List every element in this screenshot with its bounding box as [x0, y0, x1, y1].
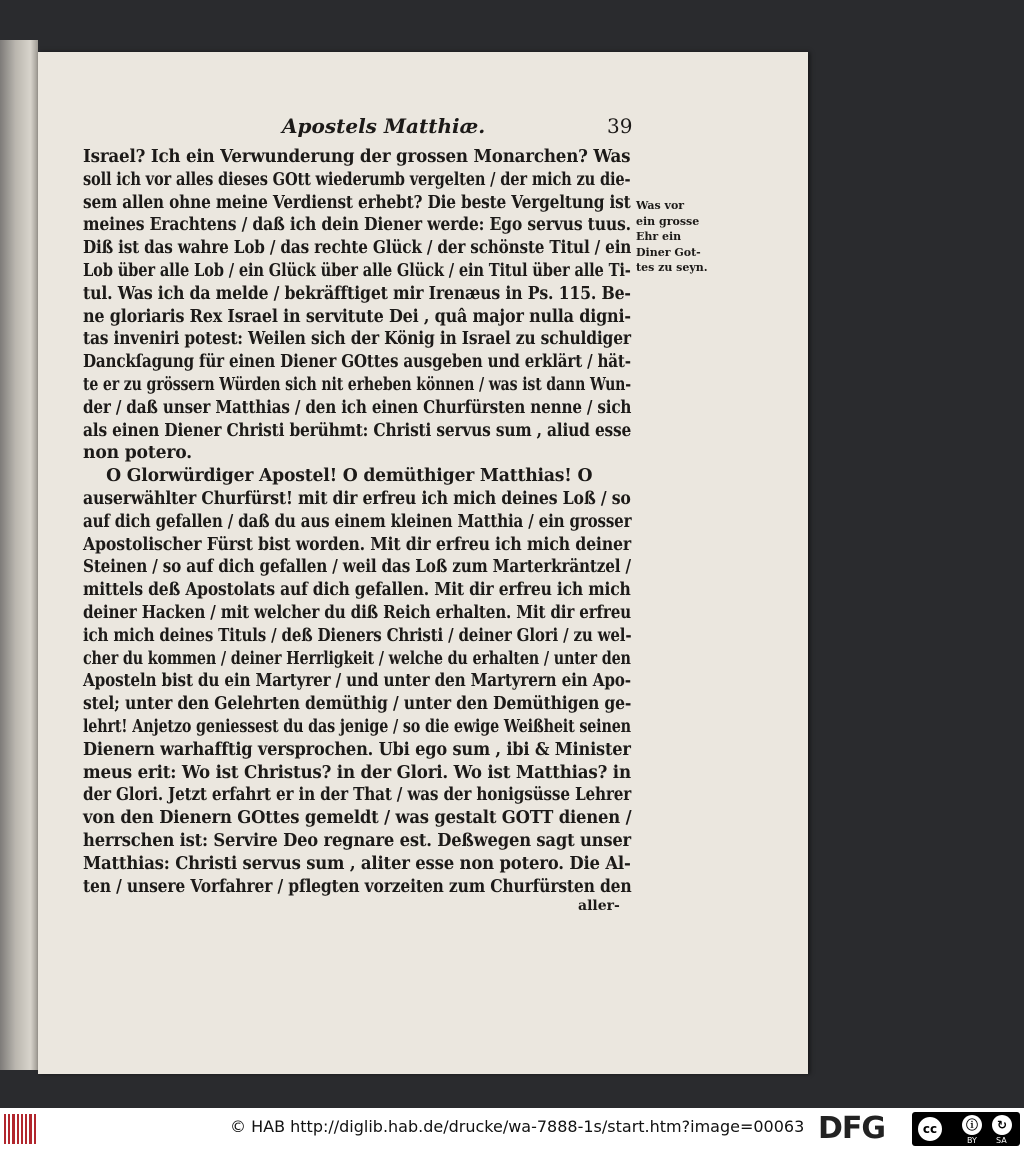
text-line: Lob über alle Lob / ein Glück über alle Glück / ein Titul über alle Ti-	[83, 260, 631, 281]
dfg-logo: DFG	[818, 1111, 886, 1146]
text-line: der / daß unser Matthias / den ich einen Churfürsten nenne / sich	[83, 397, 632, 418]
text-line: ich mich deines Tituls / deß Dieners Christi / deiner Glori / zu wel-	[83, 625, 632, 646]
text-line: Diß ist das wahre Lob / das rechte Glück / der schönste Titul / ein	[83, 238, 632, 259]
text-line: Aposteln bist du ein Martyrer / und unter den Martyrern ein Apo-	[83, 671, 631, 692]
share-alike-icon: ↻	[992, 1115, 1012, 1135]
text-line: Danckſagung für einen Diener GOttes ausgeben und erklärt / hät-	[83, 352, 631, 373]
text-line: der Glori. Jetzt erfahrt er in der That / was der honigsüsse Lehrer	[83, 785, 632, 806]
text-line: Steinen / so auf dich gefallen / weil das Loß zum Marterkräntzel /	[83, 557, 631, 578]
text-line: sem allen ohne meine Verdienst erhebt? Die beste Vergeltung ist	[83, 192, 631, 213]
barcode-bar	[29, 1114, 32, 1144]
text-line: lehrt! Anjetzo geniessest du das jenige / so die ewige Weißheit seinen	[83, 716, 631, 737]
cc-license-badge[interactable]	[912, 1112, 1020, 1146]
source-link[interactable]: © HAB http://diglib.hab.de/drucke/wa-7888-1s/start.htm?image=00063	[230, 1117, 805, 1136]
text-line: te er zu grössern Würden sich nit erheben können / was ist dann Wun-	[83, 374, 631, 395]
by-label: BY	[967, 1136, 977, 1145]
margin-note: Was vor ein grosse Ehr ein Diner Got- tes zu seyn.	[636, 199, 708, 274]
text-line: mittels deß Apostolats auf dich gefallen. Mit dir erfreu ich mich	[83, 580, 631, 601]
text-line: O Glorwürdiger Apostel! O demüthiger Matthias! O	[83, 466, 593, 487]
text-line: Apostolischer Fürst bist worden. Mit dir erfreu ich mich deiner	[83, 534, 632, 555]
text-line: stel; unter den Gelehrten demüthig / unter den Demüthigen ge-	[83, 694, 632, 715]
barcode-bar	[21, 1114, 23, 1144]
text-line: meines Erachtens / daß ich dein Diener werde: Ego servus tuus.	[83, 215, 631, 236]
text-line: deiner Hacken / mit welcher du diß Reich erhalten. Mit dir erfreu	[83, 602, 632, 623]
text-line: auf dich gefallen / daß du aus einem kleinen Matthia / ein grosser	[83, 511, 632, 532]
barcode-bar	[25, 1114, 27, 1144]
running-head-title: Apostels Matthiæ.	[282, 114, 486, 138]
text-line: von den Dienern GOttes gemeldt / was gestalt GOTT dienen /	[83, 808, 632, 829]
text-line: auserwählter Churfürst! mit dir erfreu ich mich deines Loß / so	[83, 488, 631, 509]
running-head	[0, 114, 1024, 142]
hab-barcode-logo	[4, 1114, 36, 1144]
catchword: aller-	[578, 898, 620, 914]
text-line: Israel? Ich ein Verwunderung der grossen Monarchen? Was	[83, 147, 631, 167]
text-line: soll ich vor alles dieses GOtt wiederumb vergelten / der mich zu die-	[83, 169, 631, 190]
cc-icon: cc	[916, 1115, 944, 1143]
viewer-footer	[0, 1108, 1024, 1149]
text-line: tas inveniri potest: Weilen sich der König in Israel zu schuldiger	[83, 329, 631, 350]
text-line: tul. Was ich da melde / bekräfftiget mir Irenæus in Ps. 115. Be-	[83, 283, 631, 304]
text-line: meus erit: Wo ist Christus? in der Glori. Wo ist Matthias? in	[83, 762, 631, 783]
text-line: als einen Diener Christi berühmt: Christi servus sum , aliud esse	[83, 420, 632, 441]
book-edge	[0, 40, 38, 1070]
barcode-bar	[34, 1114, 36, 1144]
body-text	[83, 146, 633, 898]
text-line: non potero.	[83, 443, 192, 464]
barcode-bar	[8, 1114, 10, 1144]
text-line: herrschen ist: Servire Deo regnare est. Deßwegen sagt unser	[83, 830, 631, 851]
text-line: Matthias: Christi servus sum , aliter esse non potero. Die Al-	[83, 853, 631, 874]
text-line: ne gloriaris Rex Israel in servitute Dei , quâ major nulla digni-	[83, 306, 631, 327]
text-line: ten / unsere Vorfahrer / pflegten vorzeiten zum Churfürsten den	[83, 876, 632, 897]
barcode-bar	[4, 1114, 6, 1144]
barcode-bar	[17, 1114, 19, 1144]
barcode-bar	[12, 1114, 15, 1144]
sa-label: SA	[996, 1136, 1007, 1145]
page-number: 39	[607, 114, 633, 138]
text-line: Dienern warhafftig versprochen. Ubi ego sum , ibi & Minister	[83, 739, 631, 760]
text-line: cher du kommen / deiner Herrligkeit / welche du erhalten / unter den	[83, 648, 631, 669]
attribution-icon: ⓘ	[962, 1115, 982, 1135]
